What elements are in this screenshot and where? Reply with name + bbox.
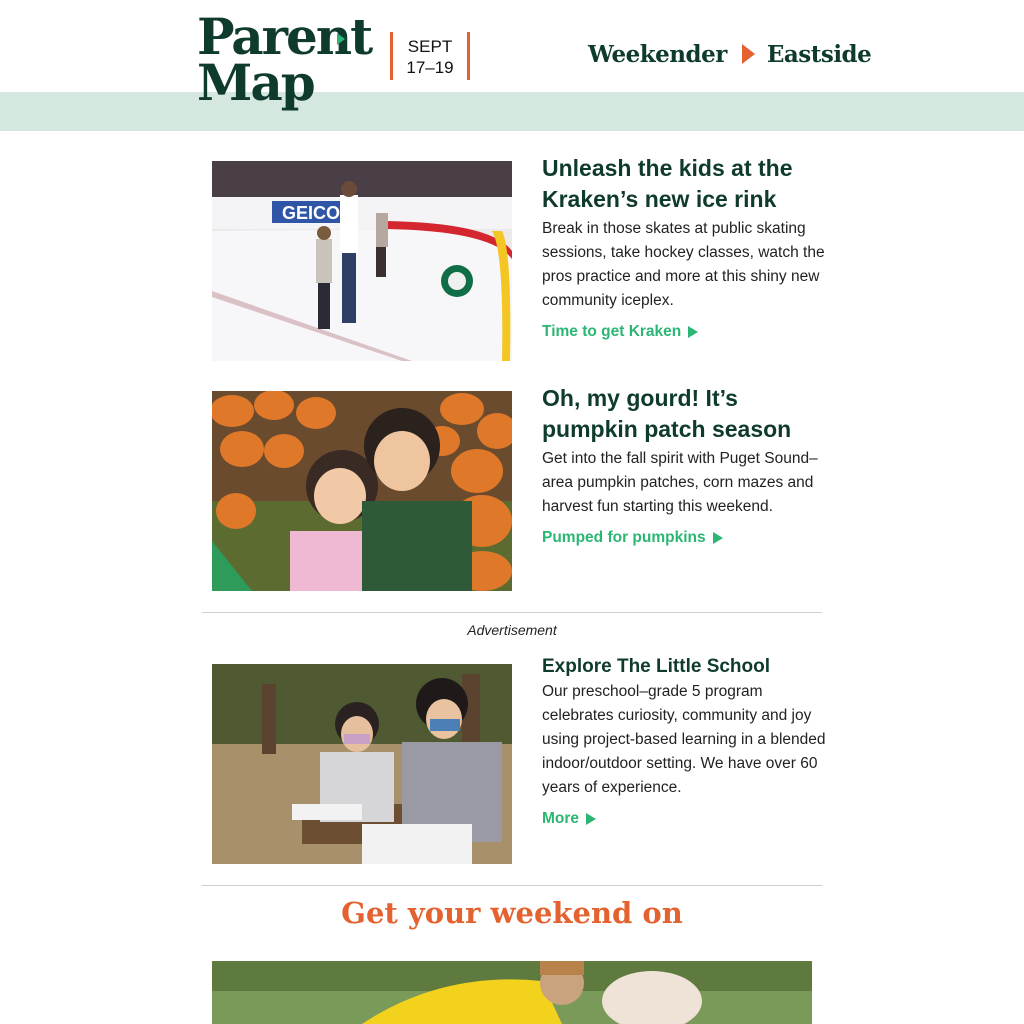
story-text bbox=[542, 383, 827, 547]
school-kids-photo[interactable] bbox=[212, 664, 512, 864]
logo-play-icon bbox=[337, 33, 345, 45]
issue-date bbox=[390, 32, 470, 80]
divider bbox=[202, 885, 822, 886]
logo-word-map: Map bbox=[197, 53, 314, 112]
pumpkin-patch-photo[interactable] bbox=[212, 391, 512, 591]
date-month: SEPT bbox=[407, 37, 453, 56]
story-cta-link[interactable] bbox=[542, 529, 723, 547]
section-title: Get your weekend on bbox=[341, 896, 683, 930]
play-arrow-icon bbox=[586, 813, 596, 825]
cta-label: Time to get Kraken bbox=[542, 323, 682, 340]
story-text bbox=[542, 153, 827, 341]
parentmap-logo[interactable] bbox=[197, 7, 372, 124]
play-arrow-icon bbox=[688, 326, 698, 338]
edition-weekender: Weekender bbox=[588, 40, 727, 68]
ad-text bbox=[542, 656, 827, 828]
ad-body: Our preschool–grade 5 program celebrates curiosity, community and joy using project-based learning in a blended indoor/outdoor setting. We have over 60 years of experience. bbox=[542, 683, 826, 796]
cta-label: Pumped for pumpkins bbox=[542, 529, 706, 546]
play-arrow-icon bbox=[742, 44, 755, 64]
edition-label bbox=[588, 38, 871, 70]
ad-headline[interactable]: Explore The Little School bbox=[542, 656, 771, 677]
play-arrow-icon bbox=[713, 532, 723, 544]
header-band bbox=[0, 92, 1024, 131]
svg-text:GEICO: GEICO bbox=[282, 203, 341, 223]
divider bbox=[202, 612, 822, 613]
ad-more-link[interactable] bbox=[542, 810, 596, 828]
hero-umbrella-photo[interactable] bbox=[212, 961, 812, 1024]
story-headline[interactable]: Oh, my gourd! It’s pumpkin patch season bbox=[542, 385, 792, 442]
story-headline[interactable]: Unleash the kids at the Kraken’s new ice rink bbox=[542, 155, 793, 212]
story-body: Break in those skates at public skating sessions, take hockey classes, watch the pros practice and more at this shiny new community iceplex. bbox=[542, 220, 825, 309]
date-range: 17–19 bbox=[406, 58, 454, 77]
edition-eastside: Eastside bbox=[766, 40, 872, 68]
cta-label: More bbox=[542, 810, 580, 827]
story-body: Get into the fall spirit with Puget Sound–area pumpkin patches, corn mazes and harvest fun starting this weekend. bbox=[542, 450, 818, 515]
logo-word-parent: Parent bbox=[197, 7, 372, 66]
story-cta-link[interactable] bbox=[542, 323, 698, 341]
ice-rink-photo[interactable] bbox=[212, 161, 512, 361]
advertisement-label: Advertisement bbox=[467, 622, 557, 638]
